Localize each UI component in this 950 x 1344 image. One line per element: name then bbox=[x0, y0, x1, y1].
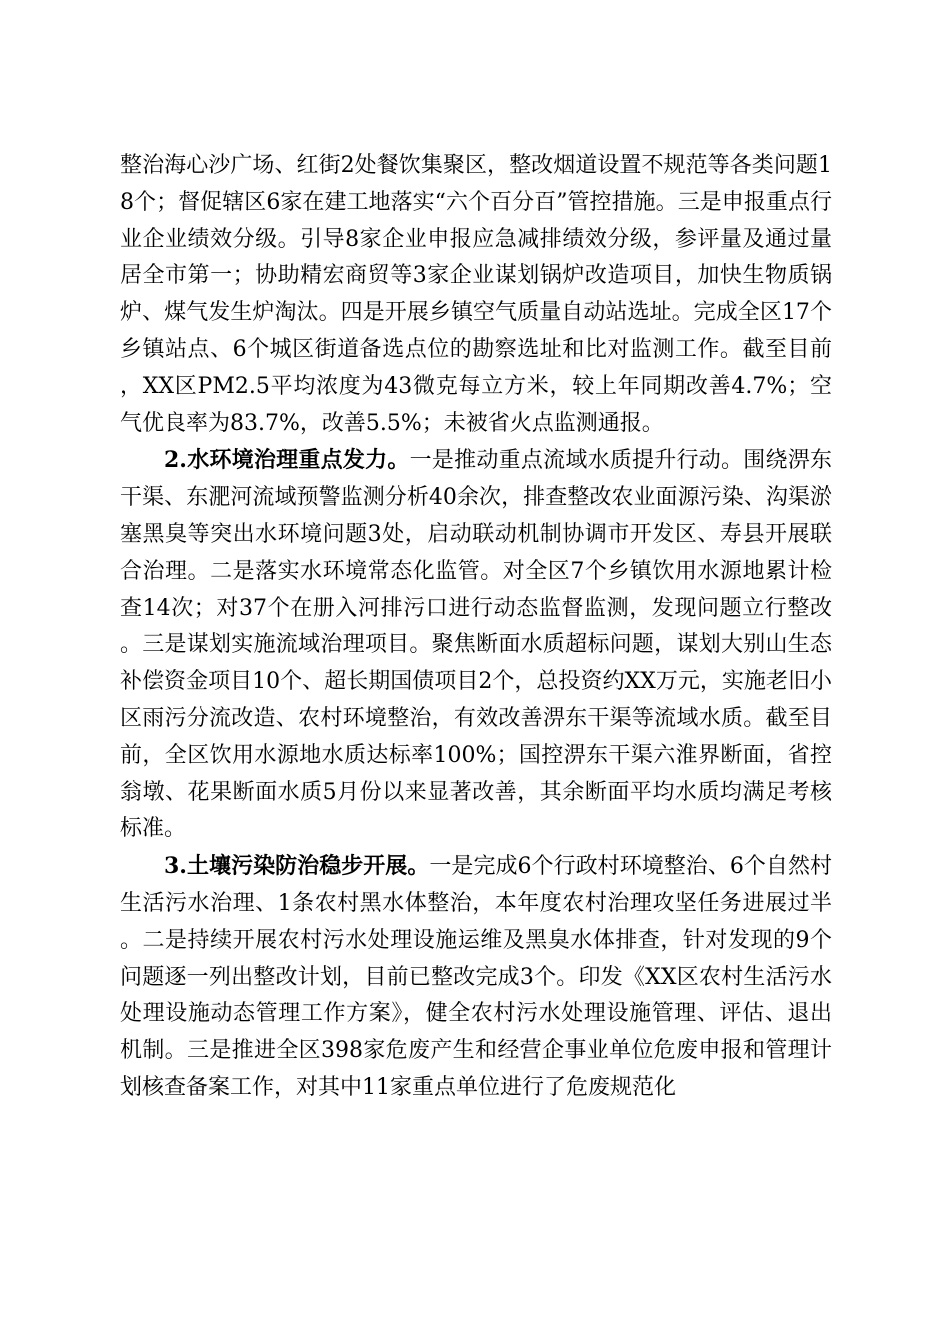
paragraph-text: 一是推动重点流域水质提升行动。围绕淠东干渠、东淝河流域预警监测分析40余次，排查整改农业面源污染、沟渠淤塞黑臭等突出水环境问题3处，启动联动机制协调市开发区、寿县开展联合治理。二是落实水环境常态化监管。对全区7个乡镇饮用水源地累计检查14次；对37个在册入河排污口进行动态监督监测，发现问题立行整改。三是谋划实施流域治理项目。聚焦断面水质超标问题，谋划大别山生态补偿资金项目10个、超长期国债项目2个，总投资约XX万元，实施老旧小区雨污分流改造、农村环境整治，有效改善淠东干渠等流域水质。截至目前，全区饮用水源地水质达标率100%；国控淠东干渠六淮界断面，省控翁墩、花果断面水质5月份以来显著改善，其余断面平均水质均满足考核标准。 bbox=[120, 448, 832, 842]
section-heading-soil: 3.土壤污染防治稳步开展。 bbox=[164, 853, 430, 880]
paragraph-air-quality bbox=[120, 148, 832, 442]
section-heading-water: 2.水环境治理重点发力。 bbox=[164, 447, 410, 474]
document-body bbox=[120, 148, 832, 1107]
paragraph-text: 一是完成6个行政村环境整治、6个自然村生活污水治理、1条农村黑水体整治，本年度农村治理攻坚任务进展过半。二是持续开展农村污水处理设施运维及黑臭水体排查，针对发现的9个问题逐一列出整改计划，目前已整改完成3个。印发《XX区农村生活污水处理设施动态管理工作方案》，健全农村污水处理设施管理、评估、退出机制。三是推进全区398家危废产生和经营企事业单位危废申报和管理计划核查备案工作，对其中11家重点单位进行了危废规范化 bbox=[120, 854, 833, 1100]
paragraph-text: 整治海心沙广场、红街2处餐饮集聚区，整改烟道设置不规范等各类问题18个；督促辖区6家在建工地落实“六个百分百”管控措施。三是申报重点行业企业绩效分级。引导8家企业申报应急减排绩效分级，参评量及通过量居全市第一；协助精宏商贸等3家企业谋划锅炉改造项目，加快生物质锅炉、煤气发生炉淘汰。四是开展乡镇空气质量自动站选址。完成全区17个乡镇站点、6个城区街道备选点位的勘察选址和比对监测工作。截至目前，XX区PM2.5平均浓度为43微克每立方米，较上年同期改善4.7%；空气优良率为83.7%，改善5.5%；未被省火点监测通报。 bbox=[120, 153, 832, 436]
paragraph-water-environment bbox=[120, 442, 832, 848]
paragraph-soil-pollution bbox=[120, 848, 832, 1107]
